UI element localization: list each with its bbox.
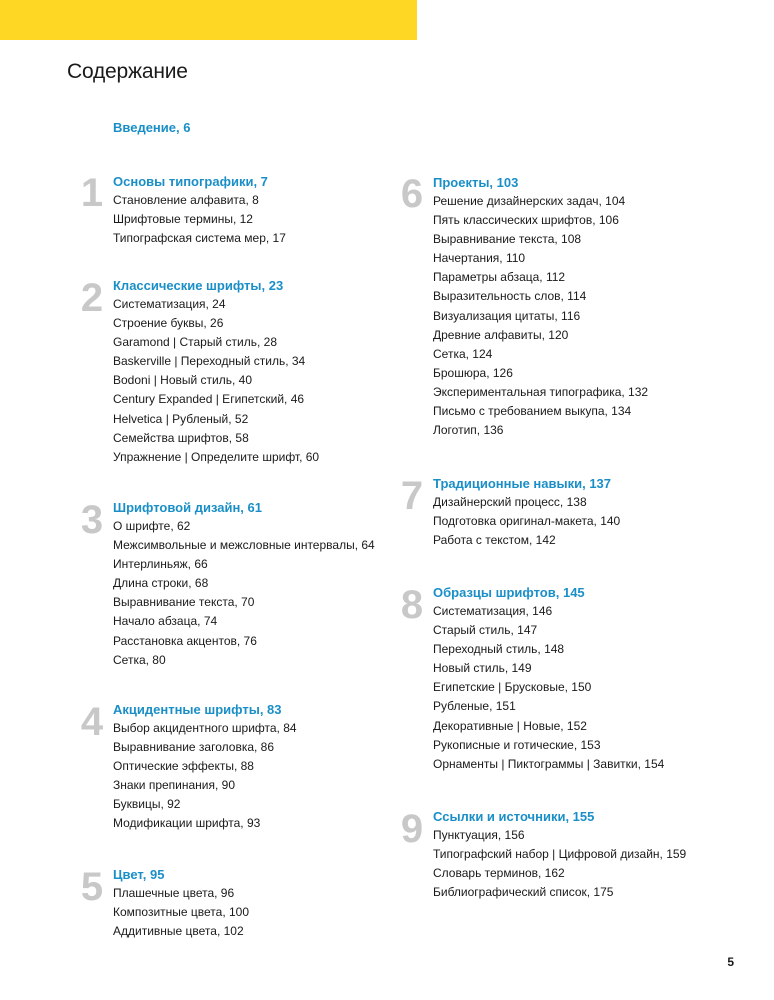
section-number: 6 [400,172,424,216]
toc-entry[interactable]: Рубленые, 151 [433,699,516,714]
section-number: 7 [400,474,424,518]
section-number: 8 [400,583,424,627]
toc-entry[interactable]: Систематизация, 146 [433,604,553,618]
toc-entry[interactable]: Семейства шрифтов, 58 [113,430,249,445]
section-item-list [113,191,286,248]
toc-entry[interactable]: Типографская система мер, 17 [113,231,286,246]
toc-entry[interactable]: Письмо с требованием выкупа, 134 [433,404,632,419]
toc-entry[interactable]: Century Expanded | Египетский, 46 [113,392,305,407]
section-item-list [433,192,648,440]
toc-entry[interactable]: Пунктуация, 156 [433,828,525,842]
toc-entry[interactable]: Строение буквы, 26 [113,316,224,331]
toc-entry[interactable]: Египетские | Брусковые, 150 [433,680,592,695]
page-number: 5 [727,955,734,969]
toc-entry[interactable]: Композитные цвета, 100 [113,905,250,920]
toc-entry[interactable]: Сетка, 80 [113,652,166,667]
toc-entry[interactable]: Плашечные цвета, 96 [113,886,235,900]
section-heading[interactable]: Ссылки и источники, 155 [433,809,595,824]
section-heading[interactable]: Цвет, 95 [113,867,165,882]
section-item-list [433,826,686,902]
toc-entry[interactable]: Выравнивание текста, 108 [433,232,582,247]
yellow-header-bar [0,0,417,40]
toc-entry[interactable]: Новый стиль, 149 [433,661,532,676]
page-title: Содержание [67,60,188,83]
section-number: 2 [80,276,104,320]
toc-entry[interactable]: Орнаменты | Пиктограммы | Завитки, 154 [433,756,665,771]
toc-entry[interactable]: Длина строки, 68 [113,576,209,591]
toc-entry[interactable]: Выразительность слов, 114 [433,289,587,304]
toc-entry[interactable]: Межсимвольные и межсловные интервалы, 64 [113,538,375,553]
toc-entry[interactable]: Решение дизайнерских задач, 104 [433,194,626,208]
toc-entry[interactable]: Упражнение | Определите шрифт, 60 [113,449,320,464]
toc-entry[interactable]: Типографский набор | Цифровой дизайн, 159 [433,847,687,862]
toc-entry[interactable]: Подготовка оригинал-макета, 140 [433,514,621,529]
toc-entry[interactable]: Экспериментальная типографика, 132 [433,384,649,399]
section-heading[interactable]: Основы типографики, 7 [113,174,268,189]
toc-entry[interactable]: Параметры абзаца, 112 [433,270,566,285]
toc-entry[interactable]: Становление алфавита, 8 [113,193,259,207]
section-number: 1 [80,171,104,215]
toc-entry[interactable]: Визуализация цитаты, 116 [433,308,581,323]
section-heading[interactable]: Образцы шрифтов, 145 [433,585,585,600]
toc-entry[interactable]: Модификации шрифта, 93 [113,816,261,831]
section-item-list [113,719,297,834]
toc-entry[interactable]: О шрифте, 62 [113,519,191,533]
toc-entry[interactable]: Логотип, 136 [433,423,504,438]
toc-entry[interactable]: Сетка, 124 [433,346,493,361]
toc-entry[interactable]: Дизайнерский процесс, 138 [433,495,587,509]
toc-entry[interactable]: Выравнивание текста, 70 [113,595,255,610]
section-item-list [113,884,249,941]
toc-entry[interactable]: Декоративные | Новые, 152 [433,718,587,733]
toc-entry[interactable]: Буквицы, 92 [113,797,181,812]
section-heading[interactable]: Классические шрифты, 23 [113,278,284,293]
toc-entry[interactable]: Начало абзаца, 74 [113,614,218,629]
toc-entry[interactable]: Пять классических шрифтов, 106 [433,213,619,228]
toc-entry[interactable]: Helvetica | Рубленый, 52 [113,411,249,426]
toc-entry[interactable]: Брошюра, 126 [433,365,513,380]
toc-entry[interactable]: Начертания, 110 [433,251,526,266]
section-heading[interactable]: Акцидентные шрифты, 83 [113,702,282,717]
section-item-list [113,295,319,467]
toc-entry[interactable]: Библиографический список, 175 [433,885,614,900]
toc-entry[interactable]: Оптические эффекты, 88 [113,759,254,774]
section-number: 4 [80,700,104,744]
toc-entry[interactable]: Рукописные и готические, 153 [433,737,601,752]
section-heading[interactable]: Традиционные навыки, 137 [433,476,612,491]
toc-entry[interactable]: Древние алфавиты, 120 [433,327,569,342]
toc-entry[interactable]: Знаки препинания, 90 [113,778,236,793]
toc-entry[interactable]: Интерлиньяж, 66 [113,557,208,572]
toc-entry[interactable]: Словарь терминов, 162 [433,866,565,881]
section-heading[interactable]: Шрифтовой дизайн, 61 [113,500,262,515]
toc-entry[interactable]: Выбор акцидентного шрифта, 84 [113,721,297,735]
intro-link[interactable]: Введение, 6 [113,120,191,135]
section-heading[interactable]: Проекты, 103 [433,175,519,190]
toc-entry[interactable]: Baskerville | Переходный стиль, 34 [113,354,306,369]
toc-entry[interactable]: Шрифтовые термины, 12 [113,212,253,227]
toc-entry[interactable]: Работа с текстом, 142 [433,533,556,548]
toc-entry[interactable]: Garamond | Старый стиль, 28 [113,335,277,350]
section-item-list [433,493,620,550]
toc-entry[interactable]: Аддитивные цвета, 102 [113,924,244,939]
section-item-list [433,602,664,774]
toc-entry[interactable]: Систематизация, 24 [113,297,226,311]
section-number: 3 [80,498,104,542]
toc-entry[interactable]: Переходный стиль, 148 [433,642,565,657]
section-number: 5 [80,865,104,909]
toc-entry[interactable]: Bodoni | Новый стиль, 40 [113,373,252,388]
toc-entry[interactable]: Старый стиль, 147 [433,623,538,638]
toc-entry[interactable]: Выравнивание заголовка, 86 [113,740,275,755]
section-item-list [113,517,375,670]
section-number: 9 [400,807,424,851]
toc-entry[interactable]: Расстановка акцентов, 76 [113,633,257,648]
